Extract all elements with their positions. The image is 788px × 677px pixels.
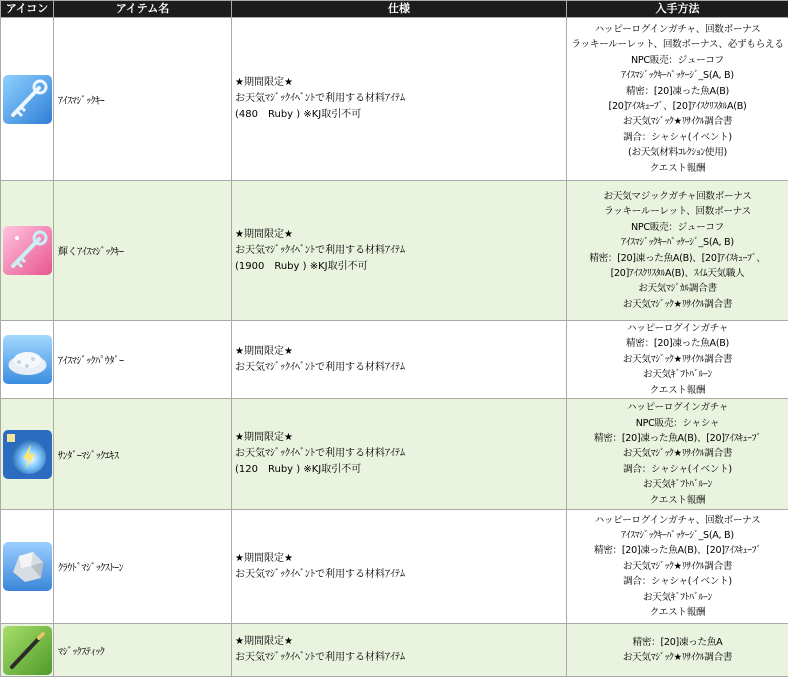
table-row bbox=[1, 624, 788, 677]
obtain-line: お天気ｷﾞﾌﾄﾊﾞﾙｰﾝ bbox=[567, 367, 788, 382]
obtain-line: ハッピーログインガチャ、回数ボーナス bbox=[567, 513, 788, 528]
obtain-line: お天気ﾏｼﾞｯｸ★ﾘｻｲｸﾙ調合書 bbox=[567, 650, 788, 665]
item-spec bbox=[232, 18, 567, 181]
obtain-line: ハッピーログインガチャ、回数ボーナス bbox=[567, 22, 788, 37]
ice-powder-icon bbox=[3, 335, 52, 384]
obtain-line: 精密：[20]凍った魚A(B) bbox=[567, 336, 788, 351]
thunder-essence-icon bbox=[3, 430, 52, 479]
item-name: ｱｲｽﾏｼﾞｯｸﾊﾟｳﾀﾞｰ bbox=[54, 321, 232, 399]
obtain-line: 精密：[20]凍った魚A(B)、[20]ｱｲｽｷｭｰﾌﾞ、 bbox=[567, 251, 788, 266]
table-row bbox=[1, 399, 788, 510]
obtain-line: 調合：シャシャ(イベント) bbox=[567, 574, 788, 589]
header-spec: 仕様 bbox=[232, 1, 567, 18]
obtain-line: お天気ﾏｼﾞｶﾙ調合書 bbox=[567, 281, 788, 296]
obtain-line: ハッピーログインガチャ bbox=[567, 321, 788, 336]
ice-key-icon bbox=[3, 75, 52, 124]
table-row bbox=[1, 18, 788, 181]
table-row bbox=[1, 510, 788, 624]
spec-line: (480 Ruby ) ※KJ取引不可 bbox=[235, 107, 566, 123]
item-spec bbox=[232, 510, 567, 624]
item-obtain bbox=[567, 18, 788, 181]
spec-line: (120 Ruby ) ※KJ取引不可 bbox=[235, 462, 566, 478]
obtain-line: クエスト報酬 bbox=[567, 161, 788, 176]
spec-line: お天気ﾏｼﾞｯｸｲﾍﾞﾝﾄで利用する材料ｱｲﾃﾑ bbox=[235, 650, 566, 666]
item-obtain bbox=[567, 321, 788, 399]
obtain-line: 精密：[20]凍った魚A(B)、[20]ｱｲｽｷｭｰﾌﾞ bbox=[567, 543, 788, 558]
item-name: 輝くｱｲｽﾏｼﾞｯｸｷｰ bbox=[54, 181, 232, 321]
spec-line: ★期間限定★ bbox=[235, 75, 566, 91]
obtain-line: クエスト報酬 bbox=[567, 493, 788, 508]
item-name: ｸﾗｳﾄﾞﾏｼﾞｯｸｽﾄｰﾝ bbox=[54, 510, 232, 624]
cloud-stone-icon bbox=[3, 542, 52, 591]
obtain-line: お天気ﾏｼﾞｯｸ★ﾘｻｲｸﾙ調合書 bbox=[567, 559, 788, 574]
spec-line: ★期間限定★ bbox=[235, 634, 566, 650]
spec-line: ★期間限定★ bbox=[235, 227, 566, 243]
spec-line: お天気ﾏｼﾞｯｸｲﾍﾞﾝﾄで利用する材料ｱｲﾃﾑ bbox=[235, 360, 566, 376]
item-obtain bbox=[567, 181, 788, 321]
obtain-line: 精密：[20]凍った魚A bbox=[567, 635, 788, 650]
shining-ice-key-icon bbox=[3, 226, 52, 275]
obtain-line: ハッピーログインガチャ bbox=[567, 400, 788, 415]
item-obtain bbox=[567, 510, 788, 624]
obtain-line: お天気ﾏｼﾞｯｸ★ﾘｻｲｸﾙ調合書 bbox=[567, 446, 788, 461]
table-row bbox=[1, 321, 788, 399]
obtain-line: お天気ｷﾞﾌﾄﾊﾞﾙｰﾝ bbox=[567, 477, 788, 492]
item-spec bbox=[232, 624, 567, 677]
item-name: ﾏｼﾞｯｸｽﾃｨｯｸ bbox=[54, 624, 232, 677]
item-name: ｻﾝﾀﾞｰﾏｼﾞｯｸｴｷｽ bbox=[54, 399, 232, 510]
spec-line: ★期間限定★ bbox=[235, 430, 566, 446]
obtain-line: ｱｲｽﾏｼﾞｯｸｷｰﾊﾟｯｹｰｼﾞ_S(A, B) bbox=[567, 528, 788, 543]
obtain-line: お天気ﾏｼﾞｯｸ★ﾘｻｲｸﾙ調合書 bbox=[567, 352, 788, 367]
header-row bbox=[1, 1, 788, 18]
obtain-line: お天気ﾏｼﾞｯｸ★ﾘｻｲｸﾙ調合書 bbox=[567, 297, 788, 312]
spec-line: お天気ﾏｼﾞｯｸｲﾍﾞﾝﾄで利用する材料ｱｲﾃﾑ bbox=[235, 446, 566, 462]
obtain-line: 調合：シャシャ(イベント) bbox=[567, 130, 788, 145]
obtain-line: NPC販売：ジューコフ bbox=[567, 220, 788, 235]
obtain-line: お天気ｷﾞﾌﾄﾊﾞﾙｰﾝ bbox=[567, 590, 788, 605]
obtain-line: お天気マジックガチャ回数ボーナス bbox=[567, 189, 788, 204]
obtain-line: クエスト報酬 bbox=[567, 383, 788, 398]
obtain-line: ｱｲｽﾏｼﾞｯｸｷｰﾊﾟｯｹｰｼﾞ_S(A, B) bbox=[567, 68, 788, 83]
item-name: ｱｲｽﾏｼﾞｯｸｷｰ bbox=[54, 18, 232, 181]
spec-line: (1900 Ruby ) ※KJ取引不可 bbox=[235, 259, 566, 275]
item-spec bbox=[232, 399, 567, 510]
obtain-line: NPC販売：シャシャ bbox=[567, 416, 788, 431]
header-icon: アイコン bbox=[1, 1, 54, 18]
obtain-line: 精密：[20]凍った魚A(B)、[20]ｱｲｽｷｭｰﾌﾞ bbox=[567, 431, 788, 446]
obtain-line: [20]ｱｲｽｸﾘｽﾀﾙA(B)、ｽｲﾑ天気職人 bbox=[567, 266, 788, 281]
item-obtain bbox=[567, 399, 788, 510]
obtain-line: ｱｲｽﾏｼﾞｯｸｷｰﾊﾟｯｹｰｼﾞ_S(A, B) bbox=[567, 235, 788, 250]
spec-line: ★期間限定★ bbox=[235, 551, 566, 567]
item-spec bbox=[232, 321, 567, 399]
obtain-line: 精密：[20]凍った魚A(B) bbox=[567, 84, 788, 99]
magic-stick-icon bbox=[3, 626, 52, 675]
obtain-line: (お天気材料ｺﾚｸｼｮﾝ使用) bbox=[567, 145, 788, 160]
item-obtain bbox=[567, 624, 788, 677]
obtain-line: ラッキールーレット、回数ボーナス bbox=[567, 204, 788, 219]
spec-line: ★期間限定★ bbox=[235, 344, 566, 360]
item-spec bbox=[232, 181, 567, 321]
obtain-line: NPC販売：ジューコフ bbox=[567, 53, 788, 68]
spec-line: お天気ﾏｼﾞｯｸｲﾍﾞﾝﾄで利用する材料ｱｲﾃﾑ bbox=[235, 243, 566, 259]
obtain-line: クエスト報酬 bbox=[567, 605, 788, 620]
obtain-line: お天気ﾏｼﾞｯｸ★ﾘｻｲｸﾙ調合書 bbox=[567, 114, 788, 129]
table-row bbox=[1, 181, 788, 321]
obtain-line: [20]ｱｲｽｷｭｰﾌﾞ、[20]ｱｲｽｸﾘｽﾀﾙA(B) bbox=[567, 99, 788, 114]
obtain-line: ラッキールーレット、回数ボーナス、必ずもらえる bbox=[567, 37, 788, 52]
spec-line: お天気ﾏｼﾞｯｸｲﾍﾞﾝﾄで利用する材料ｱｲﾃﾑ bbox=[235, 91, 566, 107]
spec-line: お天気ﾏｼﾞｯｸｲﾍﾞﾝﾄで利用する材料ｱｲﾃﾑ bbox=[235, 567, 566, 583]
obtain-line: 調合：シャシャ(イベント) bbox=[567, 462, 788, 477]
header-name: アイテム名 bbox=[54, 1, 232, 18]
header-obtain: 入手方法 bbox=[567, 1, 788, 18]
